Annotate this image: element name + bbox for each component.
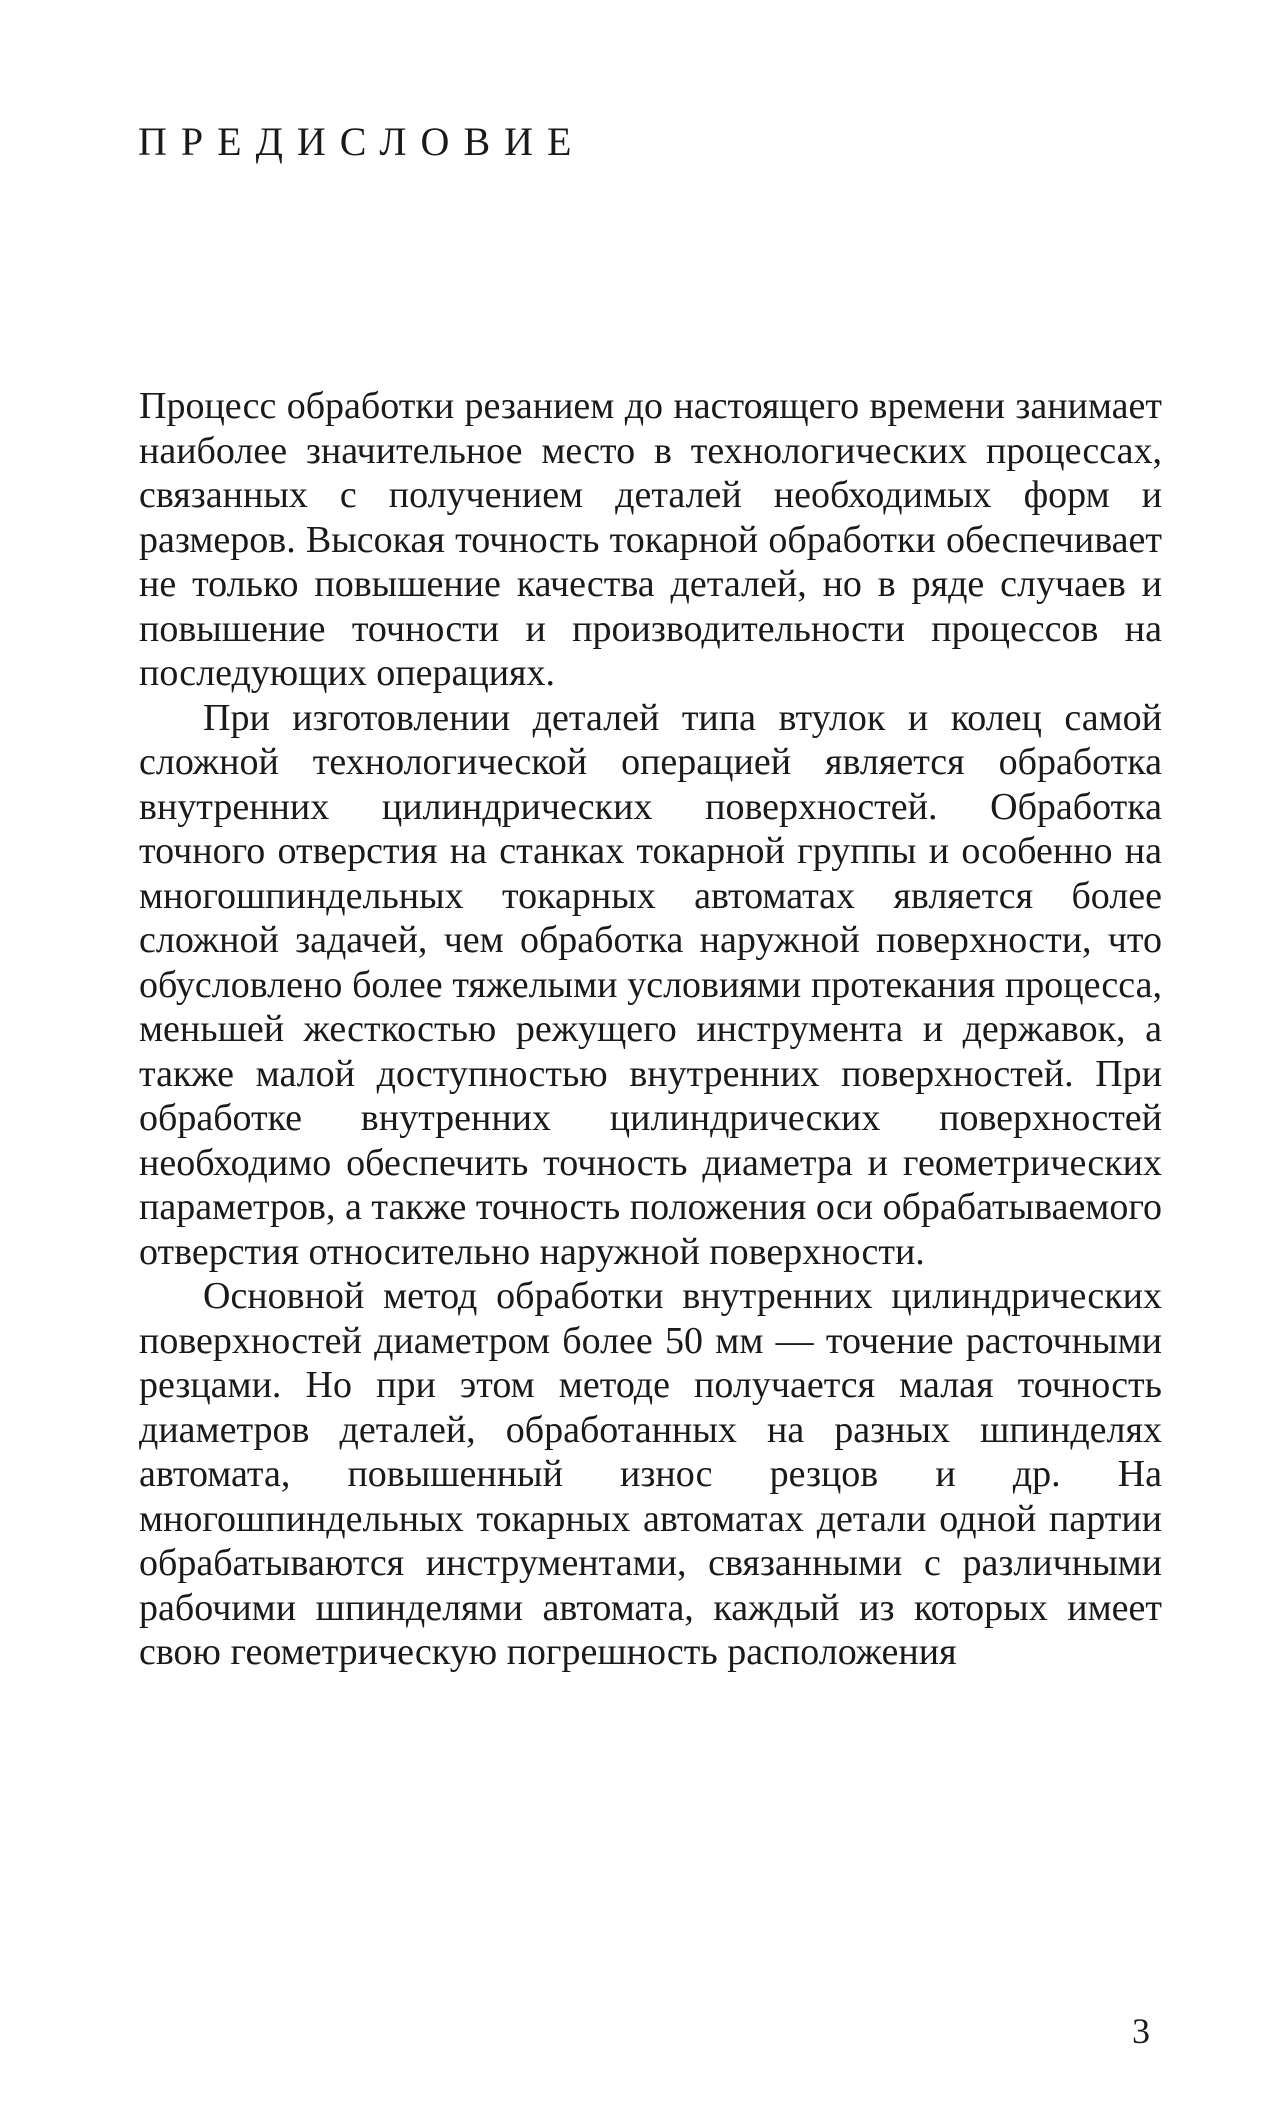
paragraph-3: Основной метод обработки внутренних цилиндрических поверхностей диаметром более 50 мм — точение расточными резцами. Но при этом методе получается малая точность диаметров деталей, обработанных на разных шпинделях автомата, повышенный износ резцов и др. На многошпиндельных токарных автоматах детали одной партии обрабатываются инструментами, связанными с различными рабочими шпинделями автомата, каждый из которых имеет свою геометрическую погрешность расположения bbox=[139, 1275, 1162, 1673]
body-text bbox=[139, 384, 1162, 1675]
page-title: ПРЕДИСЛОВИЕ bbox=[138, 119, 586, 164]
paragraph-1: Процесс обработки резанием до настоящего времени занимает наиболее значительное место в технологических процессах, связанных с получением деталей необходимых форм и размеров. Высокая точность токарной обработки обеспечивает не только повышение качества деталей, но в ряде случаев и повышение точности и производительности процессов на последующих операциях. bbox=[139, 385, 1162, 694]
paragraph-2: При изготовлении деталей типа втулок и колец самой сложной технологической операцией является обработка внутренних цилиндрических поверхностей. Обработка точного отверстия на станках токарной группы и особенно на многошпиндельных токарных автоматах является более сложной задачей, чем обработка наружной поверхности, что обусловлено более тяжелыми условиями протекания процесса, меньшей жесткостью режущего инструмента и державок, а также малой доступностью внутренних поверхностей. При обработке внутренних цилиндрических поверхностей необходимо обеспечить точность диаметра и геометрических параметров, а также точность положения оси обрабатываемого отверстия относительно наружной поверхности. bbox=[139, 696, 1162, 1273]
page-number: 3 bbox=[1132, 2011, 1150, 2051]
